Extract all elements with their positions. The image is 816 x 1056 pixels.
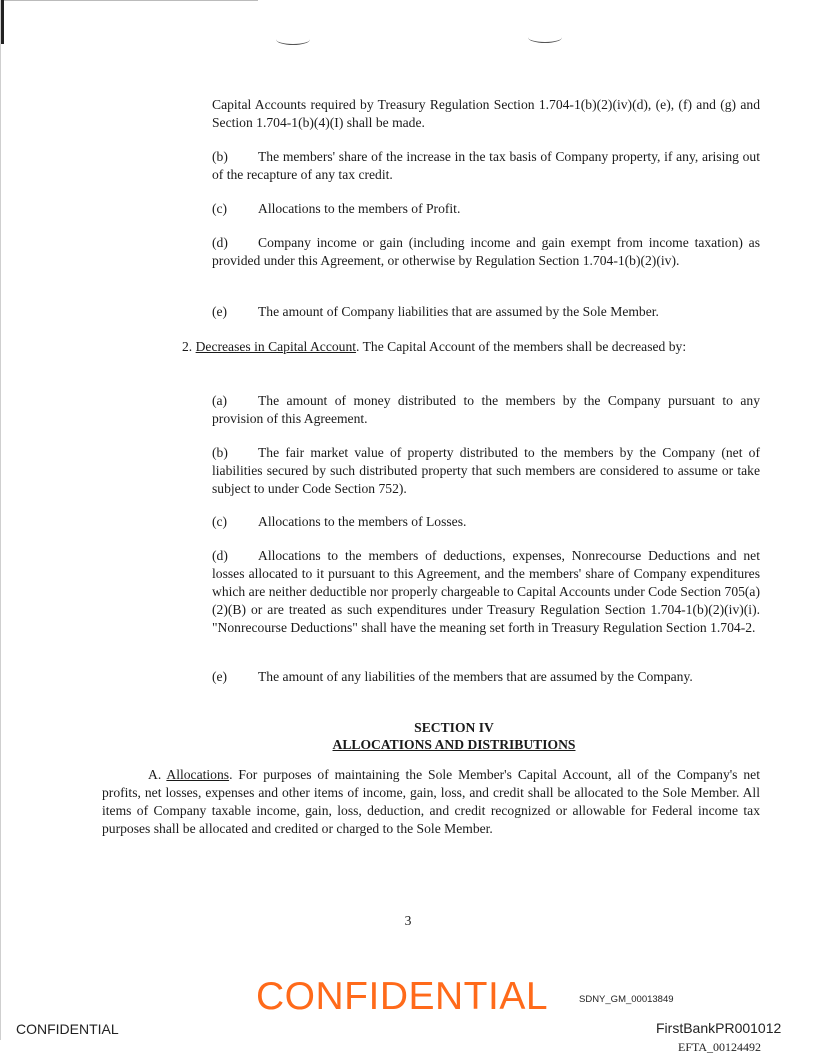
item-label: (d) [212,235,228,250]
allocations-text: . For purposes of maintaining the Sole Member's Capital Account, all of the Company's net profits, net losses, expenses and other items of income, gain, loss, and credit shall be allocated to the Sole Member. All items of Company taxable income, gain, loss, deduction, and credit recognized or allowable for Federal income tax purposes shall be allocated and credited or charged to the Sole Member. [102,767,760,836]
increase-item-c [212,200,760,218]
bates-number-firstbank: FirstBankPR001012 [656,1020,782,1036]
confidential-label: CONFIDENTIAL [16,1021,119,1037]
item-text: The members' share of the increase in the tax basis of Company property, if any, arising out of the recapture of any tax credit. [212,149,760,182]
decrease-item-c [212,513,760,531]
decrease-item-b [212,444,760,498]
item-text: Allocations to the members of deductions, expenses, Nonrecourse Deductions and net losses allocated to it pursuant to this Agreement, and the members' share of Company expenditures which are neither deductible nor properly chargeable to Capital Accounts under Code Section 705(a)(2)(B) or are treated as such expenditures under Treasury Regulation Section 1.704-1(b)(2)(iv)(i). "Nonrecourse Deductions" shall have the meaning set forth in Treasury Regulation Section 1.704-2. [212,548,760,635]
bates-number-efta: EFTA_00124492 [678,1040,762,1054]
item-label: (e) [212,304,228,319]
item-label: (a) [212,393,228,408]
item-label: (b) [212,445,228,460]
item-label: (e) [212,669,228,684]
decreases-paragraph [148,338,760,356]
item-text: The amount of money distributed to the members by the Company pursuant to any provision of this Agreement. [212,393,760,426]
scan-edge-line [0,0,1,1040]
allocations-prefix: A. [148,767,162,782]
item-text: The amount of Company liabilities that are assumed by the Sole Member. [258,304,659,319]
item-label: (b) [212,149,228,164]
bates-number-sdny: SDNY_GM_00013849 [579,994,674,1005]
increase-item-b [212,148,760,184]
decrease-item-a [212,392,760,428]
item-text: Allocations to the members of Profit. [258,201,461,216]
decreases-title: Decreases in Capital Account [195,339,357,354]
item-label: (c) [212,514,228,529]
decreases-number: 2. [182,339,193,354]
section-title: ALLOCATIONS AND DISTRIBUTIONS [332,737,576,752]
increase-item-e [212,303,760,321]
decreases-text: . The Capital Account of the members shall be decreased by: [356,339,687,354]
scan-artifact [528,32,562,43]
scan-edge [0,0,258,1]
item-label: (c) [212,201,228,216]
section-number: SECTION IV [414,720,494,735]
allocations-title: Allocations [166,767,230,782]
allocations-paragraph [102,766,760,838]
item-text: Allocations to the members of Losses. [258,514,467,529]
item-label: (d) [212,548,228,563]
increase-item-d [212,234,760,270]
scan-artifact [276,34,310,45]
continued-paragraph: Capital Accounts required by Treasury Regulation Section 1.704-1(b)(2)(iv)(d), (e), (f) and (g) and Section 1.704-1(b)(4)(I) shall be made. [212,97,760,130]
page-number: 3 [404,913,412,928]
decrease-item-d [212,547,760,637]
section-heading [148,719,760,753]
item-text: Company income or gain (including income and gain exempt from income taxation) as provided under this Agreement, or otherwise by Regulation Section 1.704-1(b)(2)(iv). [212,235,760,268]
scan-edge-mark [1,0,4,44]
decrease-item-e [212,668,760,686]
item-text: The fair market value of property distributed to the members by the Company (net of liabilities secured by such distributed property that such members are considered to assume or take subject to under Code Section 752). [212,445,760,496]
item-text: The amount of any liabilities of the members that are assumed by the Company. [258,669,693,684]
confidential-stamp: CONFIDENTIAL [256,975,549,1018]
